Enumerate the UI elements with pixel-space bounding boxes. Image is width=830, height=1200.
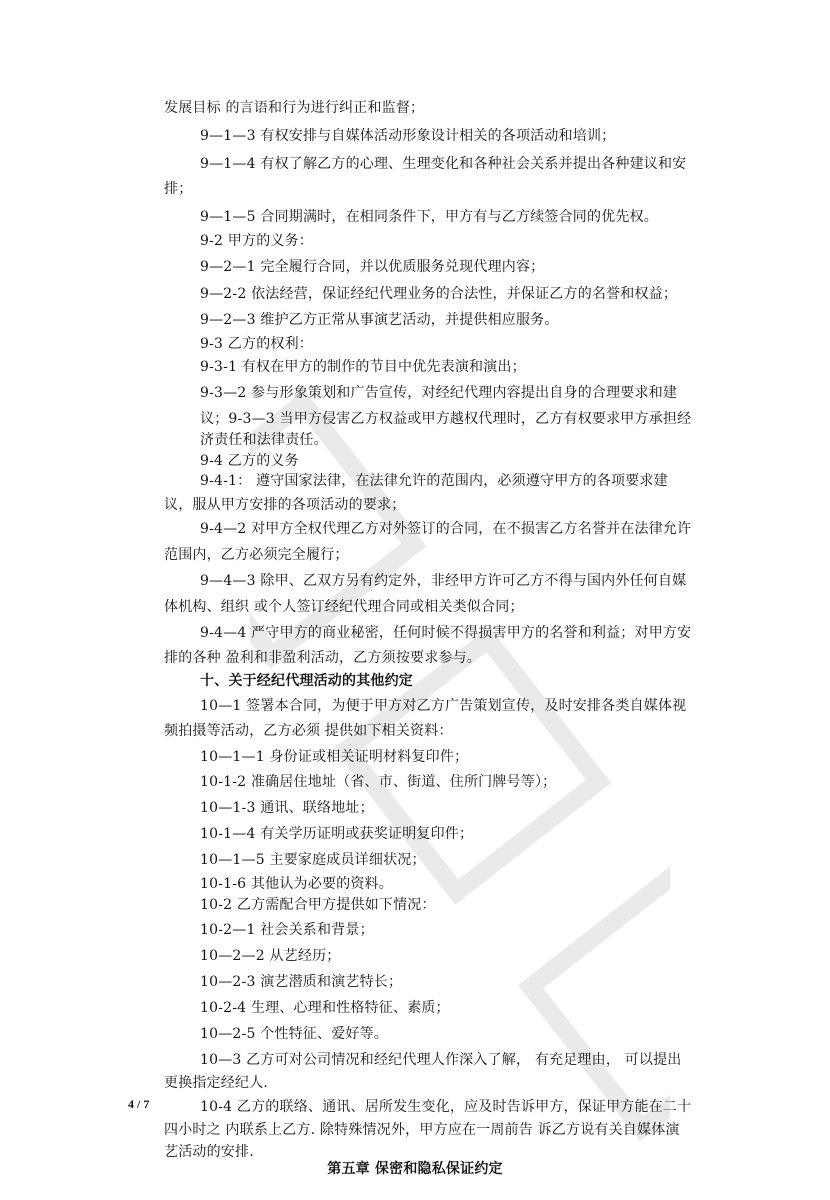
text-line: 9—2—1 完全履行合同，并以优质服务兑现代理内容； (200, 259, 545, 275)
text-line: 9—2—3 维护乙方正常从事演艺活动，并提供相应服务。 (200, 312, 559, 328)
section-heading: 9-2 甲方的义务： (200, 233, 313, 249)
page-number: 4 / 7 (128, 1097, 150, 1111)
text-line: 9—2-2 依法经营，保证经纪代理业务的合法性，并保证乙方的名誉和权益； (200, 286, 678, 302)
text-line: 9-4—2 对甲方全权代理乙方对外签订的合同，在不损害乙方名誉并在法律允许 (200, 521, 692, 537)
chapter-title: 第五章 保密和隐私保证约定 (327, 1161, 503, 1177)
text-line: 9-3-1 有权在甲方的制作的节目中优先表演和演出； (200, 359, 526, 375)
text-line: 排的各种 盈利和非盈利活动，乙方须按要求参与。 (164, 650, 482, 666)
text-line: 10—2-5 个性特征、爱好等。 (200, 1026, 389, 1042)
text-line: 10—1 签署本合同，为便于甲方对乙方广告策划宣传，及时安排各类自媒体视 (200, 698, 687, 714)
section-heading: 10-2 乙方需配合甲方提供如下情况： (200, 897, 436, 913)
text-line: 四小时之 内联系上乙方. 除特殊情况外，甲方应在一周前告 诉乙方说有关自媒体演 (164, 1122, 680, 1138)
text-line: 9-3—2 参与形象策划和广告宣传，对经纪代理内容提出自身的合理要求和建 (200, 385, 678, 401)
text-line: 议，服从甲方安排的各项活动的要求； (164, 497, 406, 513)
text-line: 10—2-3 演艺潜质和演艺特长； (200, 974, 403, 990)
text-line: 9—1—4 有权了解乙方的心理、生理变化和各种社会关系并提出各种建议和安 (200, 156, 687, 172)
text-line: 更换指定经纪人. (164, 1075, 269, 1091)
chapter-subheading: 十、关于经纪代理活动的其他约定 (200, 673, 413, 689)
text-line: 10-2-4 生理、心理和性格特征、素质； (200, 1000, 450, 1016)
section-heading: 9-4 乙方的义务 (200, 453, 299, 469)
text-line: 发展目标 的言语和行为进行纠正和监督； (164, 100, 425, 116)
text-line: 10—3 乙方可对公司情况和经纪代理人作深入了解， 有充足理由， 可以提出 (200, 1052, 682, 1068)
text-line: 体机构、组织 或个人签订经纪代理合同或相关类似合同； (164, 599, 524, 615)
section-heading: 9-3 乙方的权利： (200, 336, 313, 352)
text-line: 10—1-3 通讯、联络地址； (200, 800, 374, 816)
text-line: 济责任和法律责任。 (200, 432, 328, 448)
text-line: 议；9-3—3 当甲方侵害乙方权益或甲方越权代理时，乙方有权要求甲方承担经 (200, 411, 692, 427)
text-line: 10-2—1 社会关系和背景； (200, 922, 374, 938)
text-line: 10-1-2 准确居住地址（省、市、街道、住所门牌号等）； (200, 774, 557, 790)
text-line: 10-4 乙方的联络、通讯、居所发生变化，应及时告诉甲方，保证甲方能在二十 (200, 1099, 692, 1115)
text-line: 9—1—5 合同期满时，在相同条件下，甲方有与乙方续签合同的优先权。 (200, 209, 658, 225)
text-line: 9-4—4 严守甲方的商业秘密，任何时候不得损害甲方的名誉和利益；对甲方安 (200, 625, 692, 641)
text-line: 排； (164, 181, 193, 197)
text-line: 10—2—2 从艺经历； (200, 948, 341, 964)
text-line: 10-1-6 其他认为必要的资料。 (200, 876, 393, 892)
text-line: 9—4—3 除甲、乙双方另有约定外，非经甲方许可乙方不得与国内外任何自媒 (200, 573, 687, 589)
text-line: 9-4-1： 遵守国家法律，在法律允许的范围内，必须遵守甲方的各项要求建 (200, 473, 668, 489)
text-line: 10—1—5 主要家庭成员详细状况； (200, 852, 426, 868)
text-line: 频拍摄等活动，乙方必须 提供如下相关资料： (164, 723, 453, 739)
text-line: 10-1—4 有关学历证明或获奖证明复印件； (200, 826, 474, 842)
text-line: 10—1—1 身份证或相关证明材料复印件； (200, 749, 469, 765)
text-line: 9—1—3 有权安排与自媒体活动形象设计相关的各项活动和培训； (200, 128, 616, 144)
text-line: 范围内，乙方必须完全履行； (164, 547, 349, 563)
text-line: 艺活动的安排. (164, 1144, 254, 1160)
